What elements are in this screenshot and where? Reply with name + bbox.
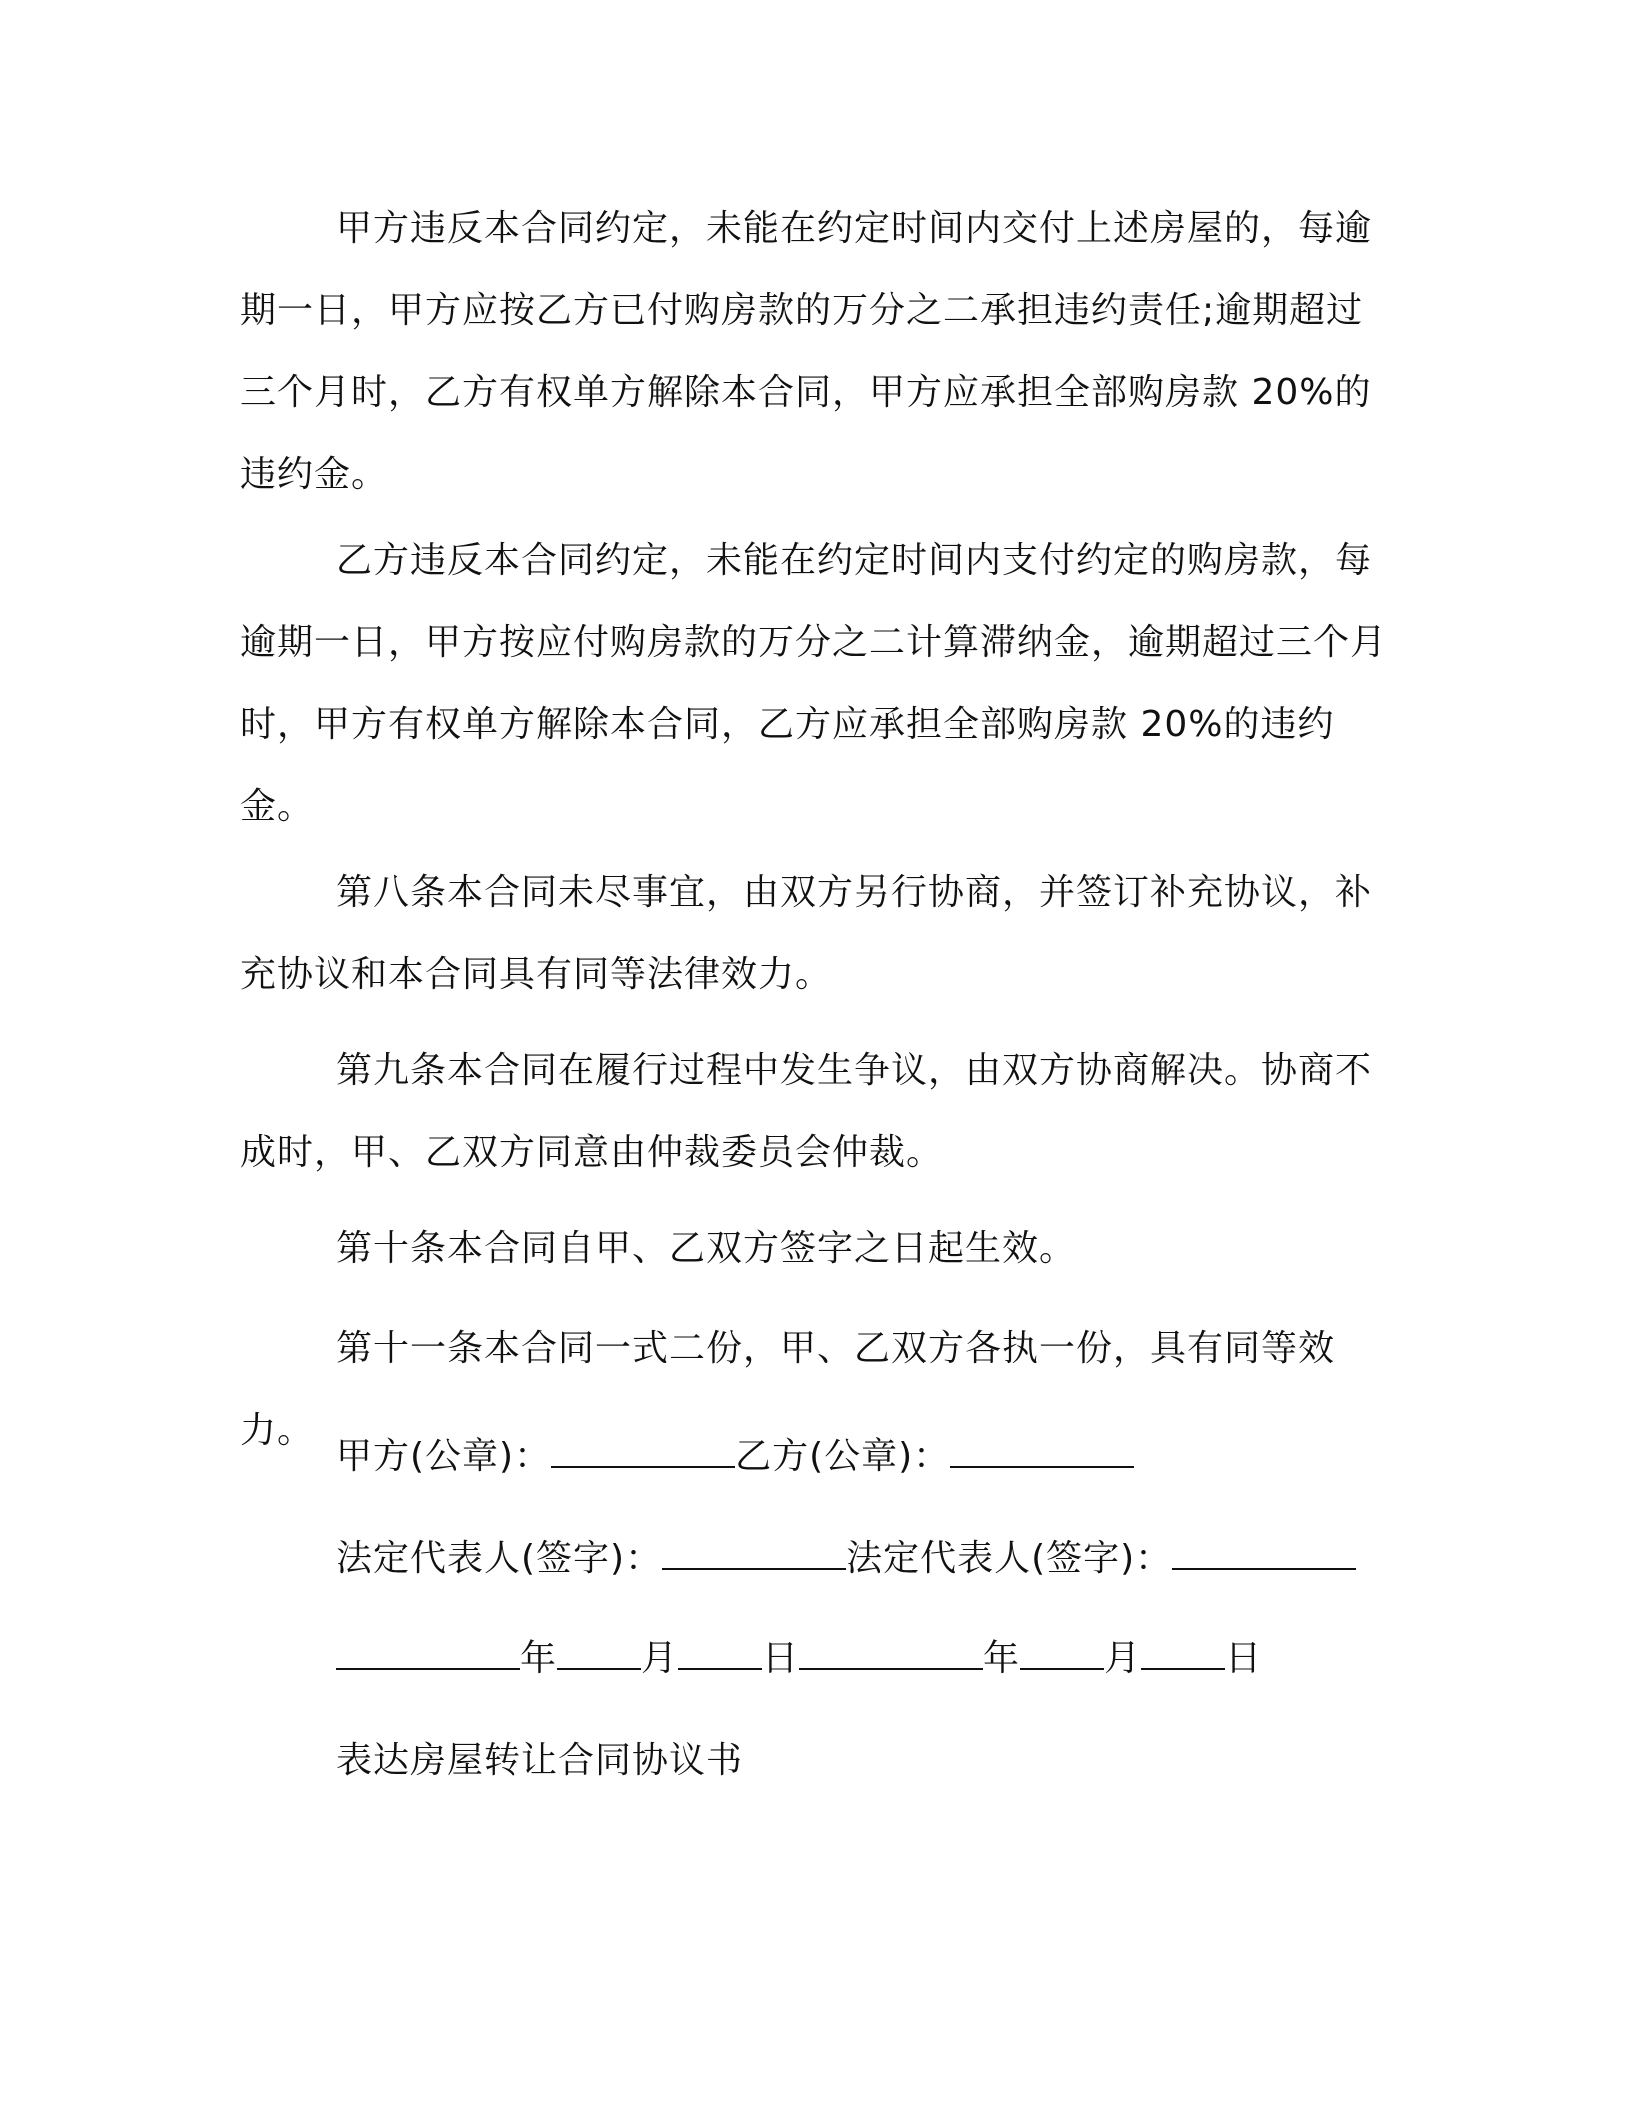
rep-b-blank (1172, 1536, 1356, 1570)
party-a-seal-label: 甲方(公章)： (336, 1436, 552, 1477)
date-a-day-label: 日 (762, 1638, 800, 1679)
paragraph-article-10: 第十条本合同自甲、乙双方签字之日起生效。 (336, 1228, 1077, 1269)
representative-line (336, 1534, 1356, 1584)
paragraph-payment-breach: 乙方违反本合同约定，未能在约定时间内支付约定的购房款，每逾期一日，甲方按应付购房款的万分之二计算滞纳金，逾期超过三个月时，甲方有权单方解除本合同，乙方应承担全部购房款 20%的违约金。 (240, 540, 1388, 827)
party-a-seal-blank (551, 1434, 735, 1468)
footer-title: 表达房屋转让合同协议书 (336, 1740, 744, 1781)
date-a-year-label: 年 (520, 1638, 558, 1679)
date-b-day-blank (1141, 1636, 1225, 1670)
paragraph-article-11: 第十一条本合同一式二份，甲、乙双方各执一份，具有同等效力。 (240, 1328, 1336, 1451)
rep-a-label: 法定代表人(签字)： (336, 1538, 663, 1579)
paragraph-delivery-breach: 甲方违反本合同约定，未能在约定时间内交付上述房屋的，每逾期一日，甲方应按乙方已付购房款的万分之二承担违约责任;逾期超过三个月时，乙方有权单方解除本合同，甲方应承担全部购房款 20%的违约金。 (240, 208, 1373, 495)
seal-line (336, 1432, 1134, 1482)
date-b-day-label: 日 (1225, 1638, 1263, 1679)
date-b-year-label: 年 (983, 1638, 1021, 1679)
date-a-year-blank (336, 1636, 520, 1670)
paragraph-article-8: 第八条本合同未尽事宜，由双方另行协商，并签订补充协议，补充协议和本合同具有同等法律效力。 (240, 872, 1373, 995)
date-a-month-label: 月 (641, 1638, 679, 1679)
date-line (336, 1634, 1262, 1684)
date-a-month-blank (557, 1636, 641, 1670)
date-b-month-label: 月 (1104, 1638, 1142, 1679)
rep-a-blank (662, 1536, 846, 1570)
date-a-day-blank (678, 1636, 762, 1670)
date-b-year-blank (799, 1636, 983, 1670)
rep-b-label: 法定代表人(签字)： (846, 1538, 1173, 1579)
party-b-seal-label: 乙方(公章)： (735, 1436, 951, 1477)
paragraph-article-9: 第九条本合同在履行过程中发生争议，由双方协商解决。协商不成时，甲、乙双方同意由仲裁委员会仲裁。 (240, 1050, 1373, 1173)
date-b-month-blank (1020, 1636, 1104, 1670)
party-b-seal-blank (950, 1434, 1134, 1468)
